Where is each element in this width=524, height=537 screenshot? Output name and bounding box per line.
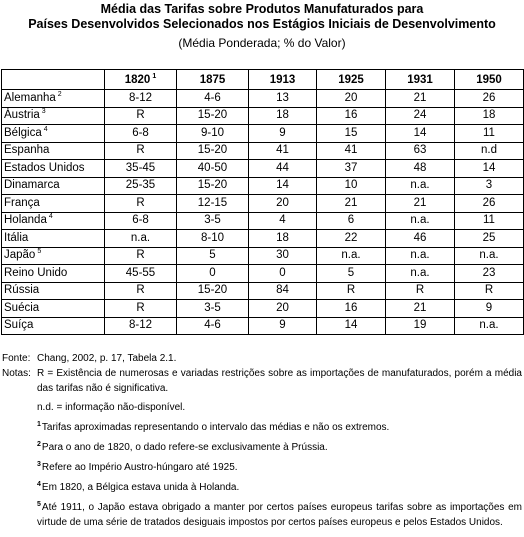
footnote-number: 3: [37, 461, 41, 468]
header-year: 1925: [317, 70, 386, 90]
value-cell: 14: [386, 125, 455, 143]
value-cell: 20: [317, 90, 386, 108]
header-year: 1950: [455, 70, 524, 90]
value-cell: R: [105, 282, 177, 300]
nd-note: n.d. = informação não-disponível.: [37, 402, 186, 413]
footnote-marker: 2: [57, 90, 62, 98]
country-cell: Holanda $^4$: [2, 212, 105, 230]
value-cell: 5: [317, 265, 386, 283]
footnote-marker: 1: [152, 73, 157, 80]
country-cell: Espanha: [2, 142, 105, 160]
nd-note-line: [2, 400, 522, 415]
value-cell: 8-12: [105, 90, 177, 108]
value-cell: 25: [455, 230, 524, 248]
title-line-2: Países Desenvolvidos Selecionados nos Estágios Iniciais de Desenvolvimento: [28, 17, 496, 31]
value-cell: 23: [455, 265, 524, 283]
value-cell: 20: [249, 300, 317, 318]
value-cell: 46: [386, 230, 455, 248]
footnote-marker: 4: [48, 213, 53, 221]
tariff-table: [1, 69, 524, 335]
notes-section: [2, 351, 522, 530]
footnotes-list: [2, 417, 522, 530]
footnote-number: 1: [37, 421, 41, 428]
value-cell: 21: [386, 195, 455, 213]
value-cell: 4-6: [177, 90, 249, 108]
table-subtitle: (Média Ponderada; % do Valor): [178, 36, 346, 50]
table-row: [2, 160, 524, 178]
footnote-number: 4: [37, 481, 41, 488]
value-cell: 14: [249, 177, 317, 195]
value-cell: 22: [317, 230, 386, 248]
value-cell: 18: [455, 107, 524, 125]
value-cell: n.a.: [386, 177, 455, 195]
value-cell: n.a.: [455, 317, 524, 335]
header-year: 1875: [177, 70, 249, 90]
footnote: [2, 497, 522, 530]
table-row: [2, 282, 524, 300]
country-cell: Rússia: [2, 282, 105, 300]
value-cell: 63: [386, 142, 455, 160]
country-cell: Itália: [2, 230, 105, 248]
value-cell: 15-20: [177, 177, 249, 195]
value-cell: 48: [386, 160, 455, 178]
value-cell: R: [455, 282, 524, 300]
footnote-number: 5: [37, 501, 41, 508]
table-row: [2, 90, 524, 108]
table-row: [2, 125, 524, 143]
country-cell: Japão $^5$: [2, 247, 105, 265]
source-line: [2, 351, 522, 366]
value-cell: 11: [455, 125, 524, 143]
value-cell: 84: [249, 282, 317, 300]
value-cell: 14: [317, 317, 386, 335]
country-cell: Suíça: [2, 317, 105, 335]
value-cell: 0: [177, 265, 249, 283]
footnote: [2, 477, 522, 495]
value-cell: 8-12: [105, 317, 177, 335]
table-body: [2, 90, 524, 335]
table-row: [2, 300, 524, 318]
footnote: [2, 457, 522, 475]
value-cell: 26: [455, 90, 524, 108]
value-cell: 18: [249, 107, 317, 125]
value-cell: 15: [317, 125, 386, 143]
value-cell: 21: [317, 195, 386, 213]
value-cell: 21: [386, 300, 455, 318]
value-cell: n.a.: [105, 230, 177, 248]
footnote-text: Até 1911, o Japão estava obrigado a manter por certos países europeus tarifas sobre as importações em virtude de uma série de tratados desiguais impostos por certos países europeus e pelos Estados Unidos.: [37, 502, 522, 528]
value-cell: 40-50: [177, 160, 249, 178]
value-cell: 6-8: [105, 212, 177, 230]
table-row: [2, 317, 524, 335]
value-cell: 24: [386, 107, 455, 125]
value-cell: 16: [317, 300, 386, 318]
table-row: [2, 230, 524, 248]
footnote-text: Em 1820, a Bélgica estava unida à Holanda.: [41, 482, 240, 493]
source-label: Fonte:: [2, 353, 31, 364]
value-cell: 37: [317, 160, 386, 178]
country-cell: Alemanha $^2$: [2, 90, 105, 108]
value-cell: R: [105, 107, 177, 125]
value-cell: 30: [249, 247, 317, 265]
value-cell: 45-55: [105, 265, 177, 283]
value-cell: n.a.: [386, 212, 455, 230]
table-title: [0, 2, 524, 32]
footnote: [2, 417, 522, 435]
value-cell: 15-20: [177, 142, 249, 160]
table-row: [2, 265, 524, 283]
value-cell: R: [105, 195, 177, 213]
value-cell: 9: [249, 317, 317, 335]
table-row: [2, 107, 524, 125]
header-year: 1931: [386, 70, 455, 90]
notes-line: [2, 366, 522, 396]
footnote: [2, 437, 522, 455]
value-cell: 5: [177, 247, 249, 265]
country-cell: Bélgica $^4$: [2, 125, 105, 143]
header-year: 1820 $^1$: [105, 70, 177, 90]
footnote-number: 2: [37, 441, 41, 448]
footnote-text: Tarifas aproximadas representando o intervalo das médias e não os extremos.: [41, 422, 390, 433]
value-cell: n.a.: [386, 265, 455, 283]
value-cell: 19: [386, 317, 455, 335]
value-cell: 0: [249, 265, 317, 283]
footnote-marker: 4: [43, 125, 48, 133]
table-row: [2, 142, 524, 160]
value-cell: 12-15: [177, 195, 249, 213]
country-cell: Áustria $^3$: [2, 107, 105, 125]
value-cell: R: [386, 282, 455, 300]
table-row: [2, 177, 524, 195]
header-year: 1913: [249, 70, 317, 90]
value-cell: 15-20: [177, 107, 249, 125]
value-cell: n.a.: [455, 247, 524, 265]
header-row: [2, 70, 524, 90]
country-cell: Estados Unidos: [2, 160, 105, 178]
value-cell: 6-8: [105, 125, 177, 143]
country-cell: França: [2, 195, 105, 213]
footnote-marker: 3: [41, 108, 46, 116]
value-cell: 21: [386, 90, 455, 108]
footnote-marker: 5: [37, 248, 42, 256]
value-cell: 15-20: [177, 282, 249, 300]
value-cell: 35-45: [105, 160, 177, 178]
value-cell: 44: [249, 160, 317, 178]
table-row: [2, 195, 524, 213]
table-row: [2, 247, 524, 265]
notes-label: Notas:: [2, 368, 31, 379]
value-cell: R: [105, 300, 177, 318]
value-cell: 41: [317, 142, 386, 160]
value-cell: 41: [249, 142, 317, 160]
value-cell: 9: [455, 300, 524, 318]
value-cell: 6: [317, 212, 386, 230]
value-cell: 9: [249, 125, 317, 143]
value-cell: 3-5: [177, 300, 249, 318]
value-cell: R: [105, 142, 177, 160]
value-cell: 16: [317, 107, 386, 125]
footnote-text: Para o ano de 1820, o dado refere-se exclusivamente à Prússia.: [41, 442, 328, 453]
value-cell: 20: [249, 195, 317, 213]
value-cell: 10: [317, 177, 386, 195]
table-row: [2, 212, 524, 230]
value-cell: 14: [455, 160, 524, 178]
value-cell: 4-6: [177, 317, 249, 335]
value-cell: R: [317, 282, 386, 300]
value-cell: 9-10: [177, 125, 249, 143]
value-cell: 3: [455, 177, 524, 195]
source-text: Chang, 2002, p. 17, Tabela 2.1.: [37, 353, 177, 364]
value-cell: 8-10: [177, 230, 249, 248]
value-cell: 11: [455, 212, 524, 230]
value-cell: 18: [249, 230, 317, 248]
country-cell: Suécia: [2, 300, 105, 318]
value-cell: R: [105, 247, 177, 265]
value-cell: 4: [249, 212, 317, 230]
value-cell: n.a.: [386, 247, 455, 265]
value-cell: n.d: [455, 142, 524, 160]
r-note: R = Existência de numerosas e variadas restrições sobre as importações de manufaturados, porém a média das tarifas não é significativa.: [37, 368, 522, 394]
header-country: [2, 70, 105, 90]
value-cell: 3-5: [177, 212, 249, 230]
country-cell: Dinamarca: [2, 177, 105, 195]
title-line-1: Média das Tarifas sobre Produtos Manufaturados para: [100, 2, 424, 16]
value-cell: 13: [249, 90, 317, 108]
footnote-text: Refere ao Império Austro-húngaro até 1925.: [41, 462, 238, 473]
country-cell: Reino Unido: [2, 265, 105, 283]
value-cell: 25-35: [105, 177, 177, 195]
value-cell: 26: [455, 195, 524, 213]
value-cell: n.a.: [317, 247, 386, 265]
